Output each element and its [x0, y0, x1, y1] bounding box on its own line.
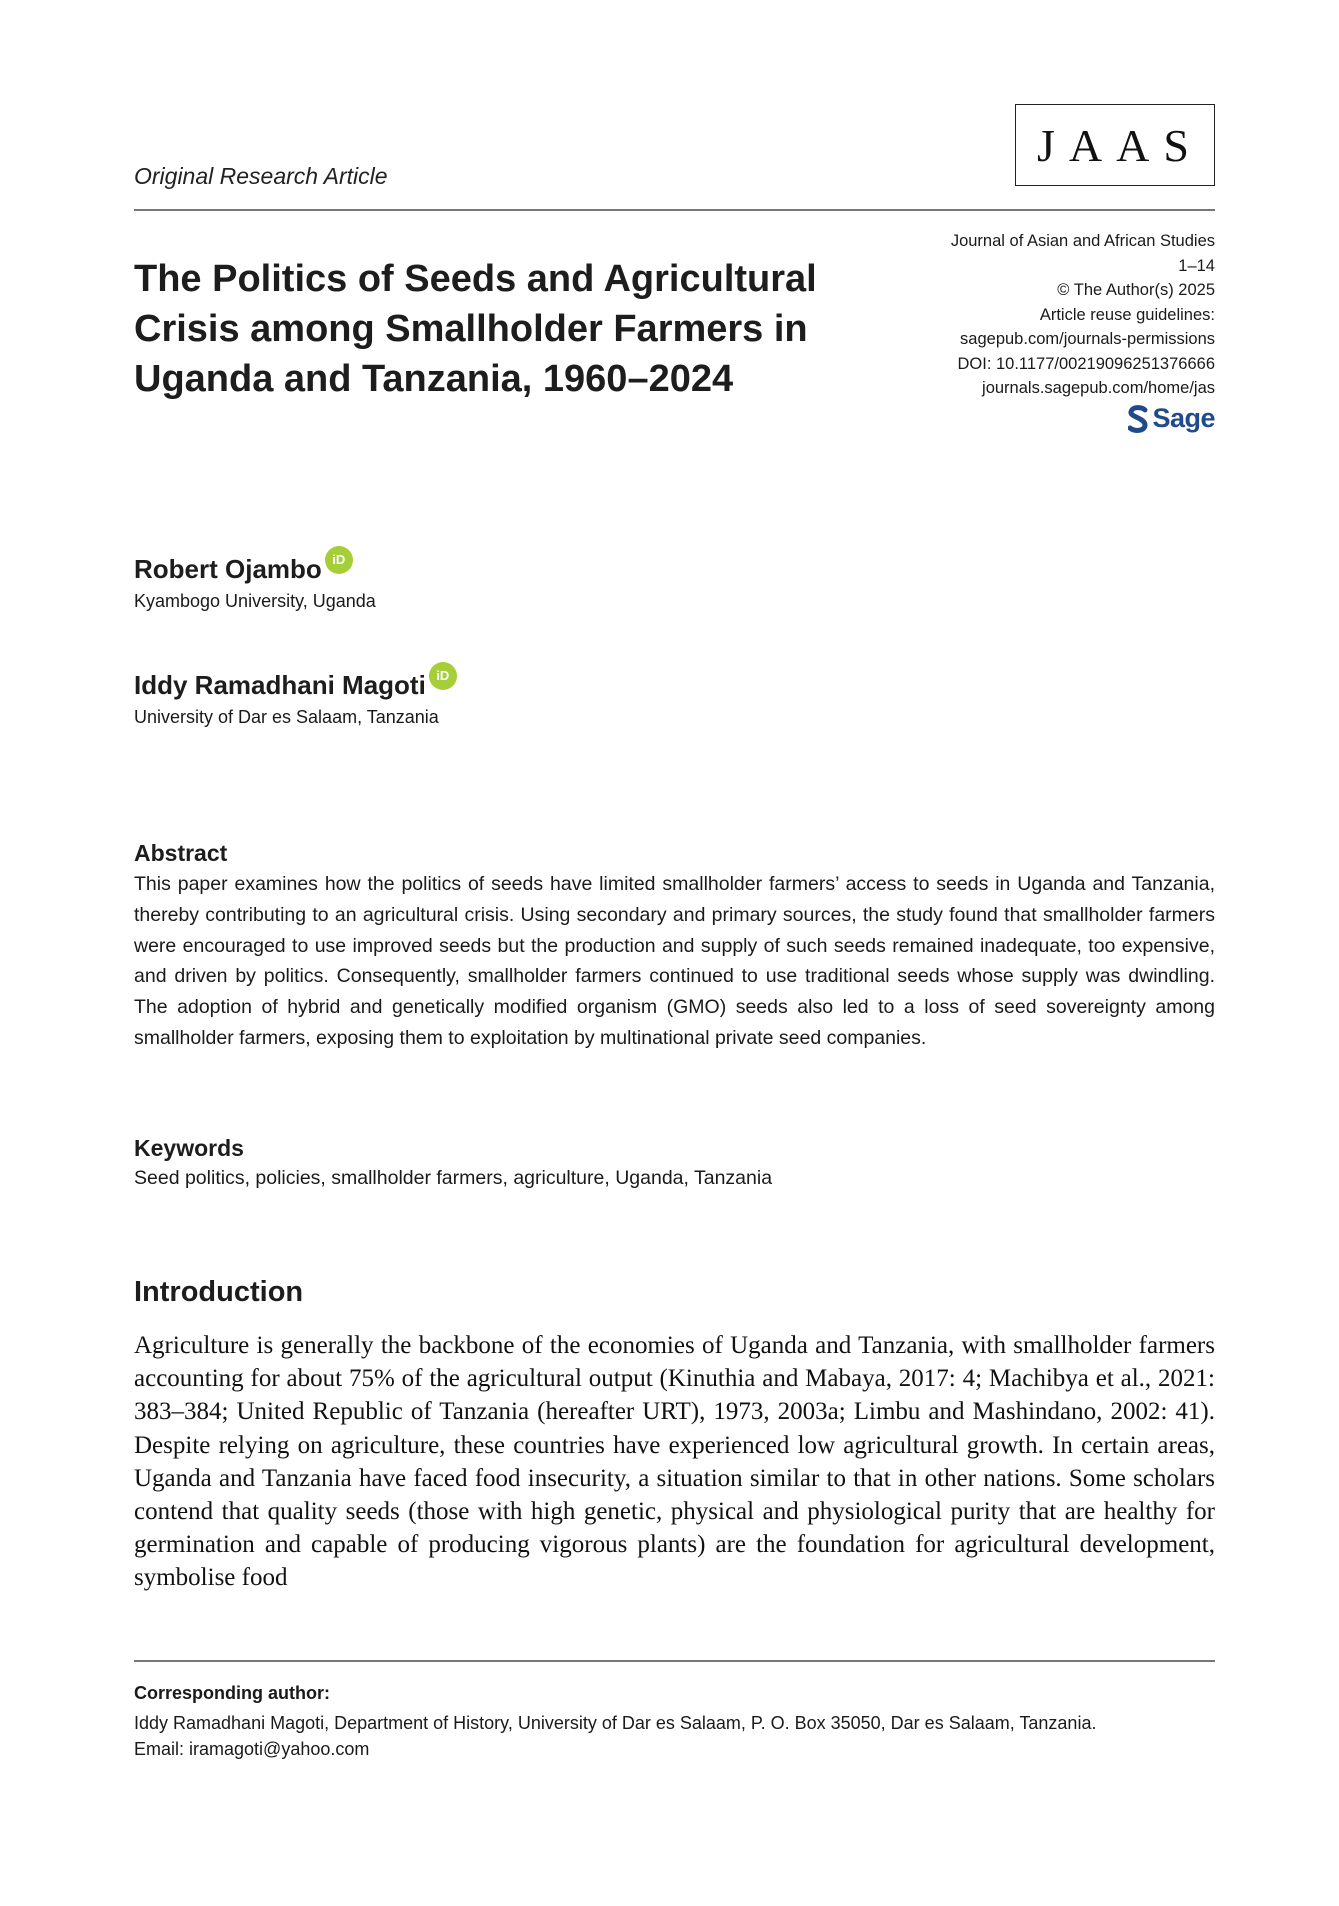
author-affiliation: University of Dar es Salaam, Tanzania: [134, 707, 439, 727]
copyright: © The Author(s) 2025: [1057, 281, 1215, 299]
author-name: Robert Ojambo: [134, 554, 322, 584]
journal-logo: [1015, 104, 1215, 186]
corresponding-author-address: Iddy Ramadhani Magoti, Department of History, University of Dar es Salaam, P. O. Box 35050, Dar es Salaam, Tanzania.: [134, 1713, 1097, 1733]
abstract-heading: Abstract: [134, 840, 228, 866]
journal-meta: [795, 229, 1215, 401]
reuse-link[interactable]: sagepub.com/journals-permissions: [960, 330, 1215, 348]
doi-link[interactable]: DOI: 10.1177/00219096251376666: [957, 354, 1215, 373]
author-1: [134, 554, 376, 612]
introduction-heading: Introduction: [134, 1276, 304, 1308]
keywords-text: Seed politics, policies, smallholder farmers, agriculture, Uganda, Tanzania: [134, 1167, 773, 1189]
journal-logo-text: JAAS: [1037, 119, 1203, 171]
corresponding-author-heading: Corresponding author:: [134, 1683, 330, 1703]
orcid-icon[interactable]: iD: [429, 662, 457, 690]
footer-divider: [134, 1660, 1215, 1662]
journal-name: Journal of Asian and African Studies: [950, 232, 1215, 250]
author-name: Iddy Ramadhani Magoti: [134, 670, 426, 700]
introduction-text: Agriculture is generally the backbone of the economies of Uganda and Tanzania, with smallholder farmers accounting for about 75% of the agricultural output (Kinuthia and Mabaya, 2017: 4; Machibya et al., 2021: 383–384; United Republic of Tanzania (hereafter URT), 1973, 2003a; Limbu and Mashindano, 2002: 41). Despite relying on agriculture, these countries have experienced low agricultural growth. In certain areas, Uganda and Tanzania have faced food insecurity, a situation similar to that in other nations. Some scholars contend that quality seeds (those with high genetic, physical and physiological purity that are healthy for germination and capable of producing vigorous plants) are the foundation for agricultural development, symbolise food: [134, 1332, 1215, 1592]
header-divider: [134, 209, 1215, 211]
corresponding-author-email[interactable]: Email: iramagoti@yahoo.com: [134, 1739, 370, 1759]
corresponding-author-details: [134, 1710, 1096, 1762]
orcid-icon[interactable]: iD: [325, 546, 353, 574]
keywords-heading: Keywords: [134, 1135, 244, 1161]
sage-s-icon: [1128, 405, 1148, 433]
page-range: 1–14: [1178, 256, 1215, 275]
reuse-label: Article reuse guidelines:: [1039, 305, 1215, 324]
sage-logo: [1128, 403, 1215, 434]
author-affiliation: Kyambogo University, Uganda: [134, 591, 376, 611]
article-type: Original Research Article: [134, 163, 388, 189]
journal-home-link[interactable]: journals.sagepub.com/home/jas: [982, 379, 1215, 397]
article-title: The Politics of Seeds and Agricultural Crisis among Smallholder Farmers in Uganda and Tanzania, 1960–2024: [134, 258, 817, 400]
sage-logo-text: Sage: [1152, 403, 1215, 433]
author-2: [134, 670, 457, 728]
abstract-text: This paper examines how the politics of seeds have limited smallholder farmers’ access to seeds in Uganda and Tanzania, thereby contributing to an agricultural crisis. Using secondary and primary sources, the study found that smallholder farmers were encouraged to use improved seeds but the production and supply of such seeds remained inadequate, too expensive, and driven by politics. Consequently, smallholder farmers continued to use traditional seeds whose supply was dwindling. The adoption of hybrid and genetically modified organism (GMO) seeds also led to a loss of seed sovereignty among smallholder farmers, exposing them to exploitation by multinational private seed companies.: [134, 873, 1215, 1049]
